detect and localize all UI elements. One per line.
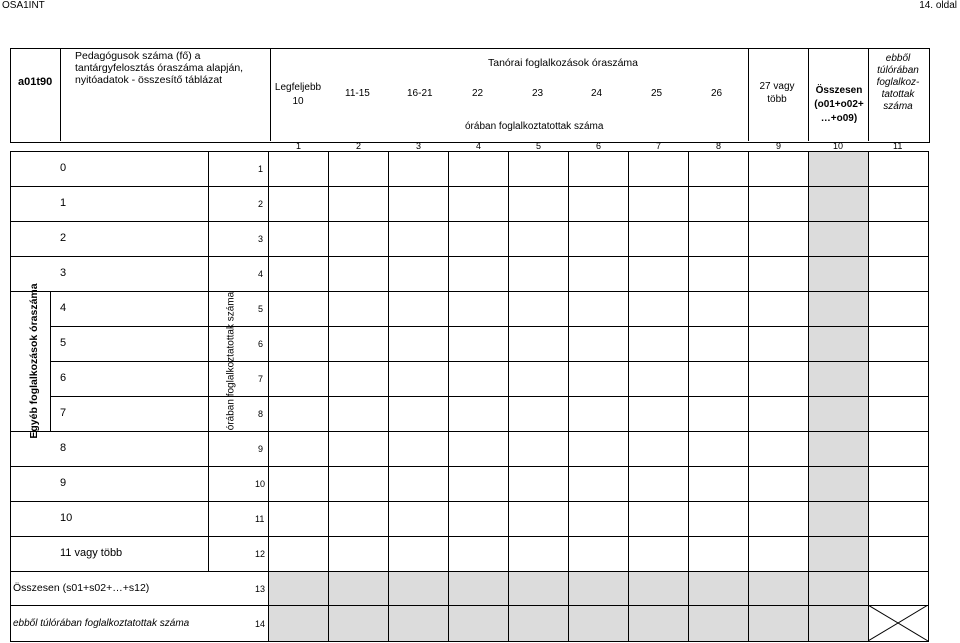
col-number-2: 2 (356, 141, 362, 151)
row-number-3: 3 (258, 234, 264, 244)
overtime-row-number: 14 (255, 619, 266, 629)
page-header-right: 14. oldal (919, 0, 957, 11)
row-group-title-text: Egyéb foglalkozások óraszáma (28, 283, 40, 439)
row-label-3: 2 (60, 232, 67, 244)
col-header-8: 26 (711, 88, 723, 99)
overtime-row-label: ebből túlórában foglalkoztatottak száma (13, 618, 190, 629)
row-label-11: 10 (60, 512, 73, 524)
col-number-9: 9 (776, 141, 782, 151)
cross-mark-icon (868, 605, 929, 642)
row-group-subtitle-text: órában foglalkoztatottak száma (225, 291, 237, 431)
row-number-5: 5 (258, 304, 264, 314)
col-group-title: Tanórai foglalkozások óraszáma (488, 57, 638, 69)
col-number-7: 7 (656, 141, 662, 151)
row-label-8: 7 (60, 407, 67, 419)
row-number-4: 4 (258, 269, 264, 279)
row-label-7: 6 (60, 372, 67, 384)
col-header-5: 23 (532, 88, 544, 99)
col-number-5: 5 (536, 141, 542, 151)
col-header-10-text: Összesen (o01+o02+ …+o09) (814, 85, 864, 124)
col-group-subtitle: órában foglalkoztatottak száma (465, 121, 604, 132)
col-header-6: 24 (591, 88, 603, 99)
table-title-text: Pedagógusok száma (fő) a tantárgyfelosztás óraszáma alapján, nyitóadatok - összesítő táblázat (75, 50, 244, 86)
col-header-1-text: Legfeljebb 10 (274, 82, 322, 107)
col-header-7: 25 (651, 88, 663, 99)
col-number-6: 6 (596, 141, 602, 151)
row-number-2: 2 (258, 199, 264, 209)
sum-row-number: 13 (255, 584, 266, 594)
row-label-1: 0 (60, 162, 67, 174)
row-label-12: 11 vagy több (60, 547, 123, 559)
row-label-4: 3 (60, 267, 67, 279)
row-number-1: 1 (258, 164, 264, 174)
row-label-2: 1 (60, 197, 67, 209)
row-number-11: 11 (255, 514, 265, 524)
col-number-4: 4 (476, 141, 482, 151)
row-label-6: 5 (60, 337, 67, 349)
col-number-10: 10 (833, 141, 844, 151)
col-header-3: 16-21 (407, 88, 433, 99)
row-number-7: 7 (258, 374, 264, 384)
sum-row-label: Összesen (s01+s02+…+s12) (13, 582, 150, 594)
row-label-9: 8 (60, 442, 67, 454)
col-number-1: 1 (296, 141, 302, 151)
row-number-6: 6 (258, 339, 264, 349)
col-header-11-text: ebből túlórában foglalkoz-tatottak száma (876, 53, 920, 112)
col-header-4: 22 (472, 88, 484, 99)
col-header-9-text: 27 vagy több (759, 81, 795, 105)
row-number-9: 9 (258, 444, 264, 454)
col-number-11: 11 (893, 141, 903, 151)
col-number-8: 8 (716, 141, 722, 151)
table-id: a01t90 (18, 76, 53, 88)
row-number-12: 12 (255, 549, 266, 559)
row-label-5: 4 (60, 302, 67, 314)
row-label-10: 9 (60, 477, 67, 489)
col-number-3: 3 (416, 141, 422, 151)
col-header-2: 11-15 (345, 88, 370, 99)
row-number-8: 8 (258, 409, 264, 419)
page-header-left: OSA1INT (2, 0, 45, 11)
row-number-10: 10 (255, 479, 266, 489)
